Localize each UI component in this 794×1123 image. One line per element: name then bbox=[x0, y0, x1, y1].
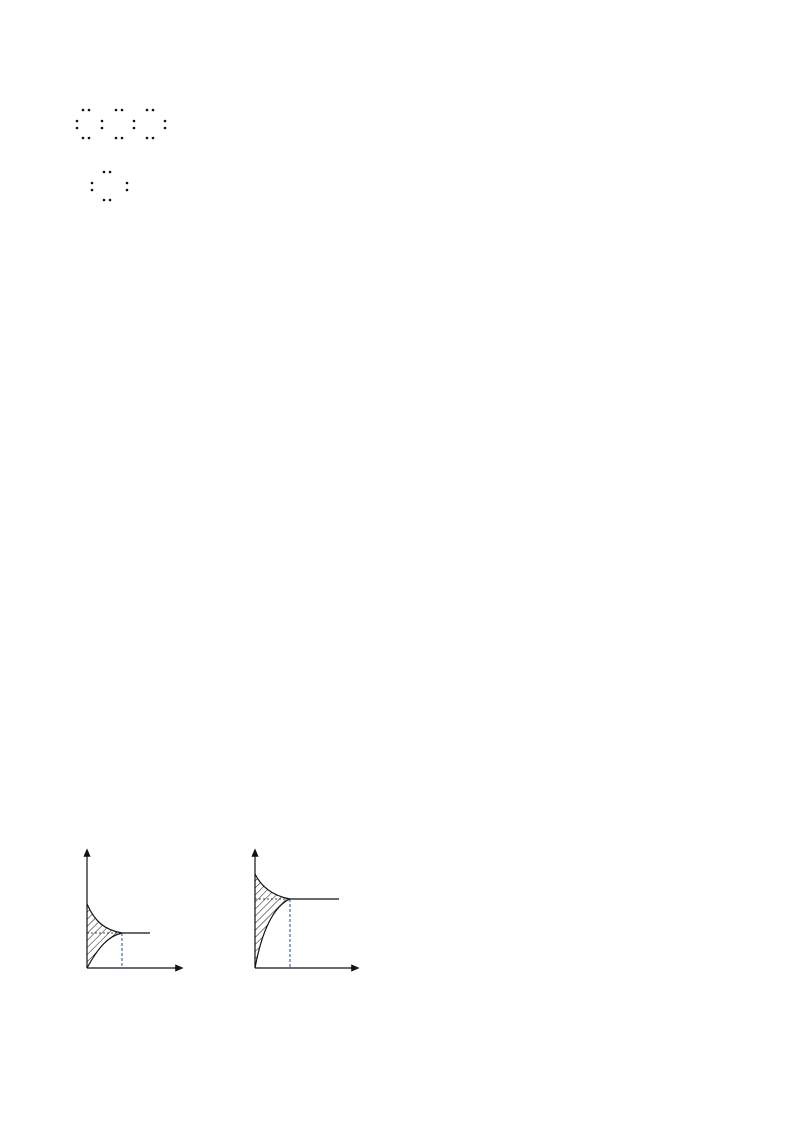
hcl-electron-dots bbox=[74, 166, 136, 206]
hatched-area bbox=[255, 874, 290, 968]
figure-jia-no-catalyst bbox=[60, 840, 200, 1030]
explanation-b-line2 bbox=[74, 114, 180, 132]
figure-yi-with-catalyst bbox=[232, 840, 377, 1030]
scl2-electron-formula bbox=[74, 114, 180, 132]
scl2-electron-dots bbox=[74, 104, 180, 144]
explanation-c bbox=[74, 176, 136, 194]
hcl-electron-formula bbox=[74, 176, 136, 194]
